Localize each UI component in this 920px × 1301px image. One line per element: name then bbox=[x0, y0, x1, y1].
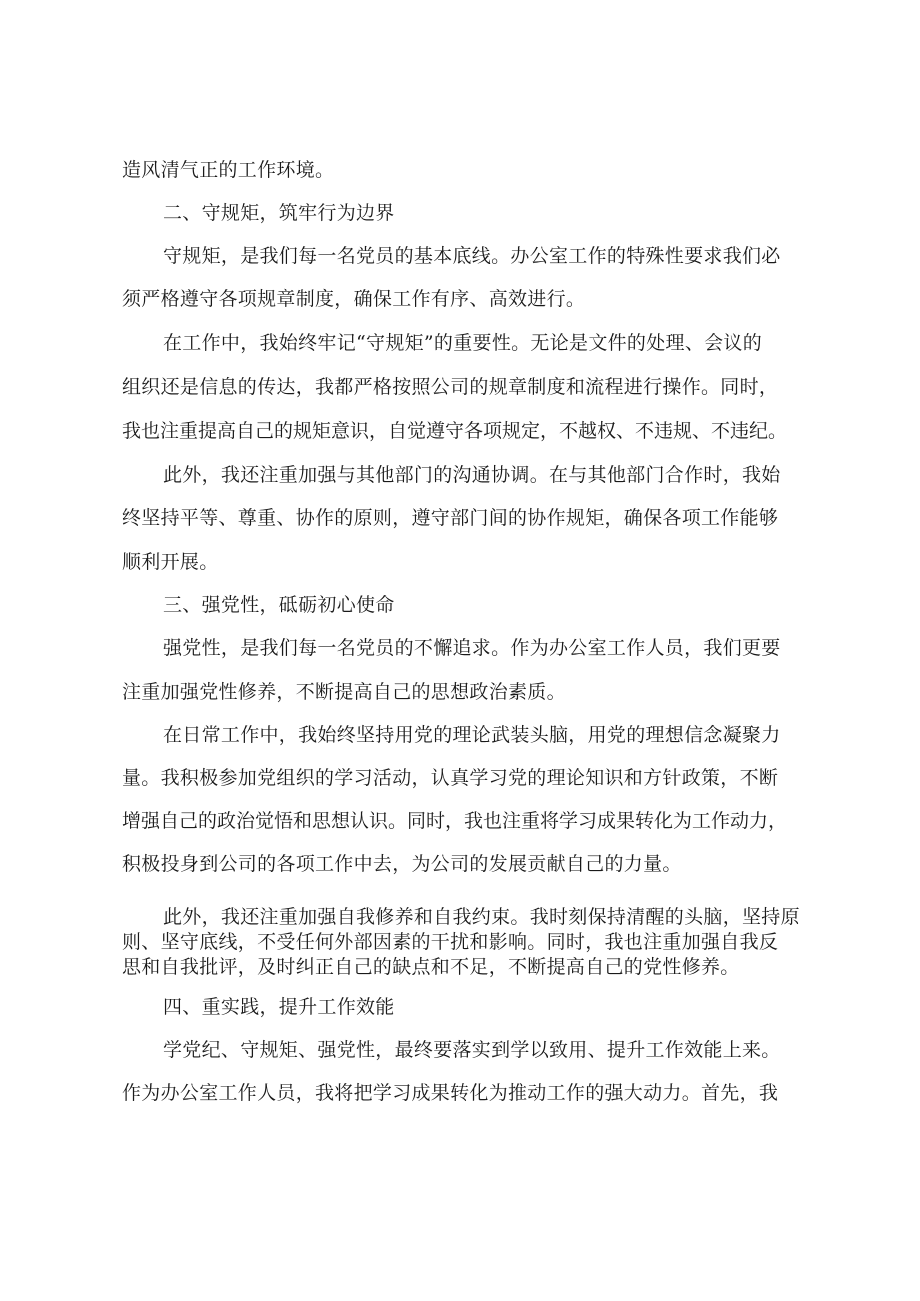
text-line-17: 积极投身到公司的各项工作中去，为公司的发展贡献自己的力量。 bbox=[122, 853, 682, 875]
text-line-22: 学党纪、守规矩、强党性，最终要落实到学以致用、提升工作效能上来。 bbox=[163, 1039, 781, 1061]
text-line-9: 终坚持平等、尊重、协作的原则，遵守部门间的协作规矩，确保各项工作能够 bbox=[122, 507, 779, 529]
text-line-5: 在工作中，我始终牢记“守规矩”的重要性。无论是文件的处理、会议的 bbox=[163, 332, 763, 354]
section-heading-2: 二、守规矩，筑牢行为边界 bbox=[163, 202, 395, 224]
text-line-13: 注重加强党性修养，不断提高自己的思想政治素质。 bbox=[122, 681, 566, 703]
text-line-6: 组织还是信息的传达，我都严格按照公司的规章制度和流程进行操作。同时， bbox=[122, 376, 779, 398]
text-line-10: 顺利开展。 bbox=[122, 551, 219, 573]
text-line-15: 量。我积极参加党组织的学习活动，认真学习党的理论知识和方针政策，不断 bbox=[122, 767, 779, 789]
text-line-16: 增强自己的政治觉悟和思想认识。同时，我也注重将学习成果转化为工作动力， bbox=[122, 810, 788, 832]
text-line-19: 则、坚守底线，不受任何外部因素的干扰和影响。同时，我也注重加强自我反 bbox=[122, 931, 779, 953]
section-heading-4: 四、重实践，提升工作效能 bbox=[163, 996, 395, 1018]
text-line-3: 守规矩，是我们每一名党员的基本底线。办公室工作的特殊性要求我们必 bbox=[163, 245, 781, 267]
text-line-8: 此外，我还注重加强与其他部门的沟通协调。在与其他部门合作时，我始 bbox=[163, 464, 781, 486]
section-heading-3: 三、强党性，砥砺初心使命 bbox=[163, 594, 395, 616]
text-line-4: 须严格遵守各项规章制度，确保工作有序、高效进行。 bbox=[122, 288, 586, 310]
text-line-12: 强党性，是我们每一名党员的不懈追求。作为办公室工作人员，我们更要 bbox=[163, 637, 781, 659]
text-line-23: 作为办公室工作人员，我将把学习成果转化为推动工作的强大动力。首先，我 bbox=[122, 1082, 779, 1104]
text-line-7: 我也注重提高自己的规矩意识，自觉遵守各项规定，不越权、不违规、不违纪。 bbox=[122, 420, 788, 442]
text-line-20: 思和自我批评，及时纠正自己的缺点和不足，不断提高自己的党性修养。 bbox=[122, 956, 740, 978]
text-line-18: 此外，我还注重加强自我修养和自我约束。我时刻保持清醒的头脑，坚持原 bbox=[163, 906, 800, 928]
text-line-14: 在日常工作中，我始终坚持用党的理论武装头脑，用党的理想信念凝聚力 bbox=[163, 724, 781, 746]
text-line-1: 造风清气正的工作环境。 bbox=[122, 159, 335, 181]
